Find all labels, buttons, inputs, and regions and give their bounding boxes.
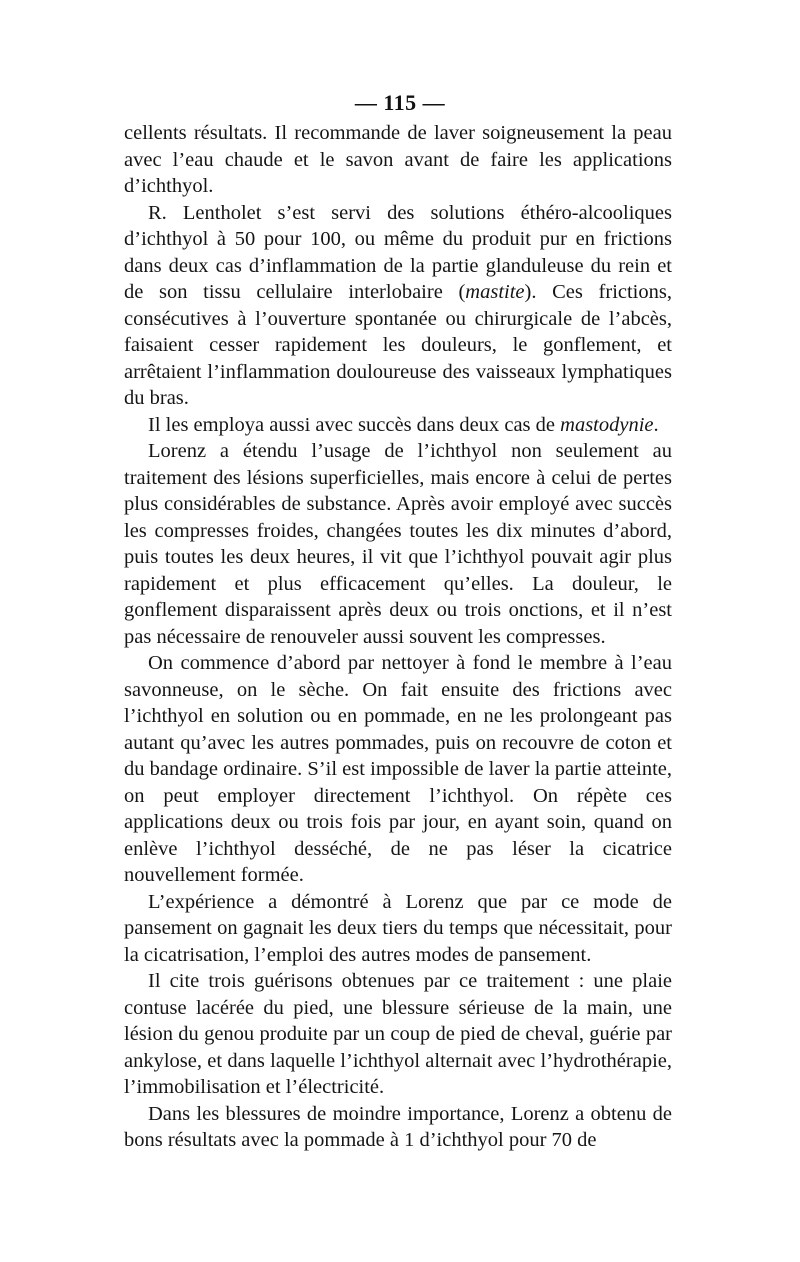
italic-term: mastodynie <box>560 413 654 436</box>
paragraph-p8 <box>124 1101 672 1154</box>
text-segment: Lorenz a étendu l’usage de l’ichthyol non seulement au traitement des lésions superficielles, mais encore à celui de pertes plus considérables de substance. Après avoir employé avec succès les compresses froides, changées toutes les dix minutes d’abord, puis toutes les deux heures, il vit que l’ichthyol pouvait agir plus rapidement et plus efficacement qu’elles. La douleur, le gonflement disparaissent après deux ou trois onctions, et il n’est pas nécessaire de renouveler aussi souvent les compresses. <box>124 440 672 648</box>
text-segment: R. Lentholet s’est servi des solutions éthéro-alcooliques d’ichthyol à 50 pour 100, ou même du produit pur en frictions dans deux cas d’inflammation de la partie glanduleuse du rein et de son tissu cellulaire interlobaire ( <box>124 201 672 303</box>
body-text <box>124 120 672 1154</box>
text-segment: Il les employa aussi avec succès dans deux cas de <box>148 413 561 436</box>
paragraph-p5 <box>124 650 672 889</box>
text-segment: L’expérience a démontré à Lorenz que par ce mode de pansement on gagnait les deux tiers du temps que nécessitait, pour la cicatrisation, l’emploi des autres modes de pansement. <box>124 890 672 966</box>
italic-term: mastite <box>465 281 525 303</box>
text-segment: . <box>653 413 659 436</box>
paragraph-p3 <box>124 412 672 439</box>
page-number: — 115 — <box>354 90 446 115</box>
text-segment: ). Ces frictions, consécutives à l’ouverture spontanée ou chirurgicale de l’abcès, faisaient cesser rapidement les douleurs, le gonflement, et arrêtaient l’inflammation douloureuse des vaisseaux lymphatiques du bras. <box>124 281 672 409</box>
paragraph-p7 <box>124 968 672 1101</box>
text-segment: Dans les blessures de moindre importance, Lorenz a obtenu de bons résultats avec la pommade à 1 d’ichthyol pour 70 de <box>124 1102 672 1151</box>
paragraph-p4 <box>124 438 672 650</box>
text-segment: cellents résultats. Il recommande de laver soigneusement la peau avec l’eau chaude et le savon avant de faire les applications d’ichthyol. <box>124 122 672 197</box>
text-segment: On commence d’abord par nettoyer à fond le membre à l’eau savonneuse, on le sèche. On fait ensuite des frictions avec l’ichthyol en solution ou en pommade, en ne les prolongeant pas autant qu’avec les autres pommades, puis on recouvre de coton et du bandage ordinaire. S’il est impossible de laver la partie atteinte, on peut employer directement l’ichthyol. On répète ces applications deux ou trois fois par jour, en ayant soin, quand on enlève l’ichthyol desséché, de ne pas léser la cicatrice nouvellement formée. <box>124 652 672 886</box>
paragraph-p1 <box>124 120 672 200</box>
text-segment: Il cite trois guérisons obtenues par ce traitement : une plaie contuse lacérée du pied, une blessure sérieuse de la main, une lésion du genou produite par un coup de pied de cheval, guérie par ankylose, et dans laquelle l’ichthyol alternait avec l’hydrothérapie, l’immobilisation et l’électricité. <box>124 970 672 1098</box>
paragraph-p2 <box>124 200 672 412</box>
paragraph-p6 <box>124 889 672 969</box>
